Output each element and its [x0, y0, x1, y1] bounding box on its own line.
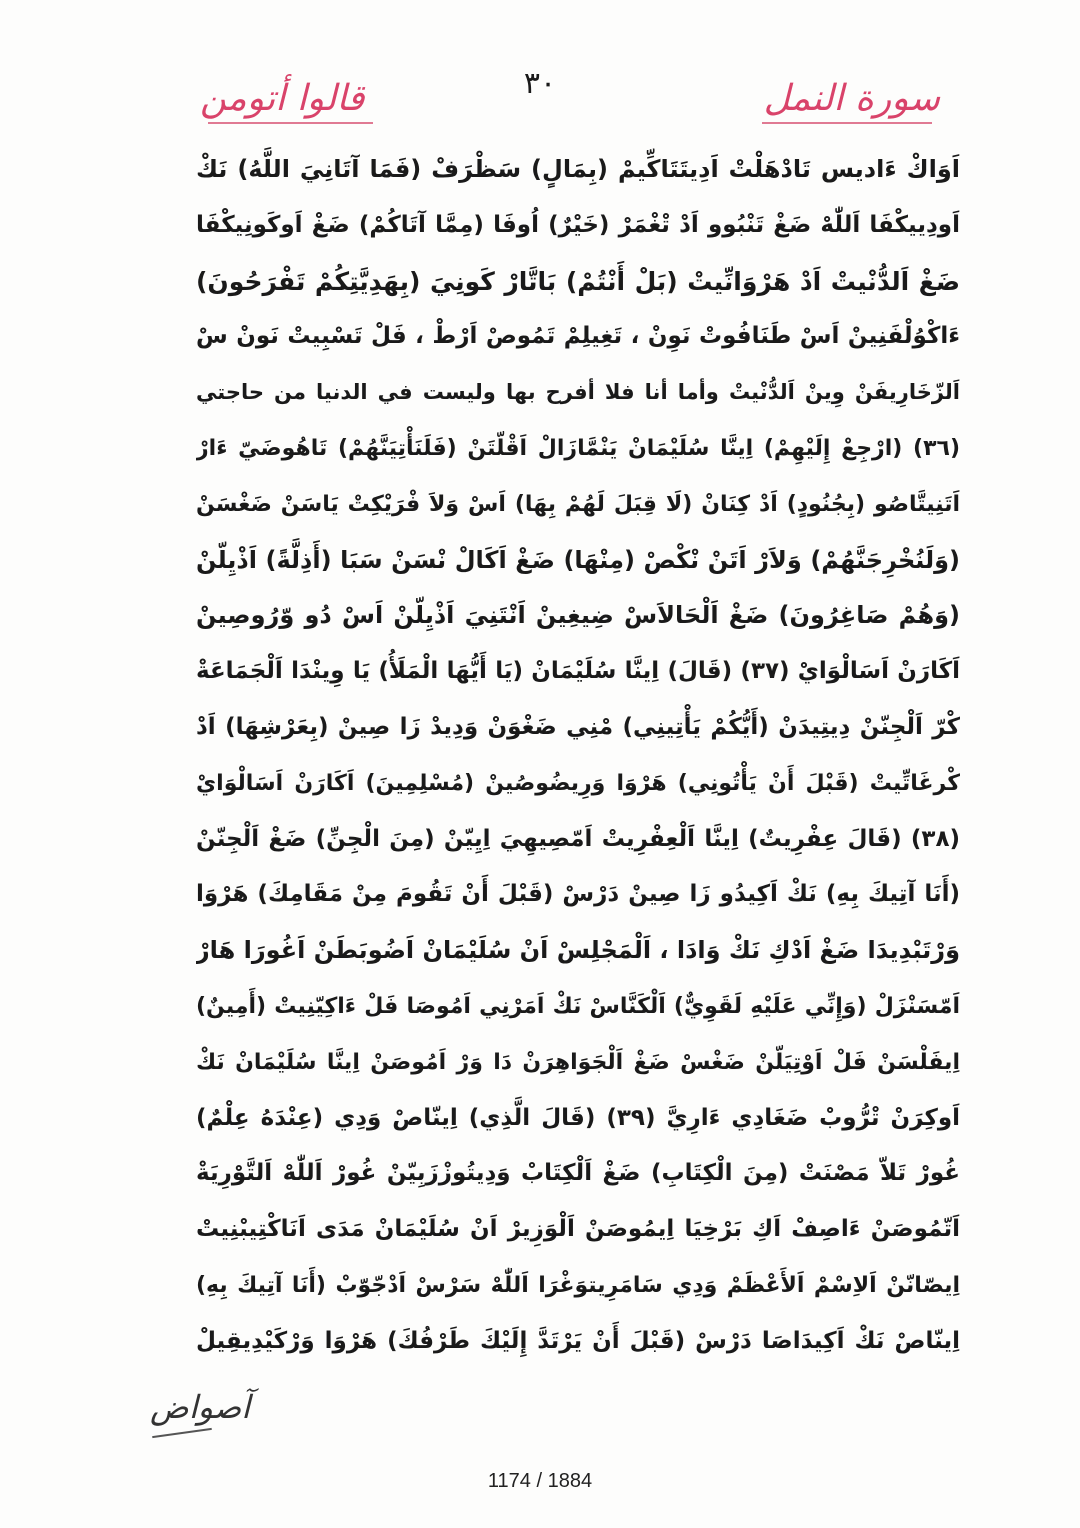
text-line: (٣٦) (ارْجِعْ إِلَيْهِمْ) اِينَّا سُلَيْمَانْ يَنْمَّازَالْ اَقْلّتَنْ (فَلَنَأْتِيَنَّهُمْ) تَاهُوضَيّ ءَارْ [196, 435, 960, 461]
text-line: (أَنَا آتِيكَ بِهِ) نَكْ اَكِيدُو زَا صِينْ دَرْسْ (قَبْلَ أَنْ تَقُومَ مِنْ مَقَامِكَ) هَرْوَا [196, 881, 960, 908]
text-line: ضَغْ اَلدُّنْيتْ اَدْ هَرْوَانِّيتْ (بَلْ أَنْتُمْ) بَاتَّارْ كَونِيَ (بِهَدِيَّتِكُمْ تَفْرَحُونَ) [196, 266, 960, 296]
text-line: اَودِييكْفَا اَللّٰهْ ضَغْ تَنْبُوو اَدْ تْغْمَرْ (خَيْرٌ) اُوفَا (مِمَّا آتَاكُمْ) ضَغْ اَوكَونِيكْفَا [196, 211, 960, 238]
text-line: (وَهُمْ صَاغِرُونَ) ضَغْ اَلْحَالاَسْ ضِيغِينْ اَنْتَنِيَ اَذْيِلّنْ اَسْ دُو وّرُوصِينْ [196, 601, 960, 630]
body-text [196, 142, 960, 1370]
text-line: غُورْ تَلاّ مَصْنَتْ (مِنَ الْكِتَابِ) ضَغْ اَلْكِتَابْ وَدِيتُوزْزَبِيّنْ غُورْ اَللّٰهْ اَلتَّوْرِيَةْ [196, 1160, 960, 1187]
text-line: (وَلَنُخْرِجَنَّهُمْ) وَلاَرْ اَتَنْ نْكْصْ (مِنْهَا) ضَغْ اَكَالْ نْسَنْ سَبَا (أَذِلَّةً) اَذْيِلّنْ [196, 545, 960, 574]
text-line: اَوكِرَنْ تْرُّوبْ ضَغَادِي ءَارِيَّ (٣٩) (قَالَ الَّذِي) اِينّاصْ وَدِي (عِنْدَهُ عِلْمٌ) [196, 1104, 960, 1131]
surah-title-underline [762, 122, 932, 124]
catchword-underline [152, 1428, 212, 1438]
text-line: اَتّمُوصَنْ ءَاصِفْ اَكِ بَرْخِيَا اِيمُوصَنْ اَلْوَزِيرْ اَنْ سُلَيْمَانْ مَدَى اَنَاكْتِيبْنِيتْ [196, 1216, 960, 1243]
text-line: اِينّاصْ نَكْ اَكِيدَاصَا دَرْسْ (قَبْلَ أَنْ يَرْتَدَّ إِلَيْكَ طَرْفُكَ) هَرْوَا وَرْكَيْدِيقِيلْ [196, 1327, 960, 1354]
juz-title: قالوا أتومن [200, 78, 365, 119]
text-line: اَتَنِيتَّاصُو (بِجُنُودٍ) اَدْ كِنَانْ (لَا قِبَلَ لَهُمْ بِهَا) اَسْ وَلاَ فْرَيْكِتْ يَاسَنْ ضَغْسَنْ [196, 491, 960, 517]
page-counter: 1174 / 1884 [487, 1470, 593, 1492]
surah-title: سورة النمل [763, 78, 940, 119]
text-line: كْرغَاتِّيتْ (قَبْلَ أَنْ يَأْتُونِي) هَرْوَا وَرِيضُوصُينْ (مُسْلِمِينَ) اَكَارَنْ اَسَالْوَايْ [196, 770, 960, 796]
text-line: اَكَارَنْ اَسَالْوَايْ (٣٧) (قَالَ) اِينَّا سُلَيْمَانْ (يَا أَيُّهَا الْمَلَأُ) يَا وِينْدَا اَلْجَمَاعَةْ [196, 658, 960, 685]
text-line: اَوَاكْ ءَاديس تَادْهَلْتْ اَدِيتَتَاكِّيمْ (بِمَالٍ) سَظْرَفْ (فَمَا آتَانِيَ اللَّهُ) نَكْ [196, 155, 960, 183]
text-line: (٣٨) (قَالَ عِفْرِيتٌ) اِينَّا اَلْعِفْرِيتْ اَمّصِيهِيَ اِيِيّنْ (مِنَ الْجِنِّ) ضَغْ اَلْجِنّنْ [196, 825, 960, 852]
text-line: وَرْتَبْدِيدَا ضَغْ اَدْكِ نَكْ وَادَا ، اَلْمَجْلِسْ اَنْ سُلَيْمَانْ اَضُوبَطَنْ اَغُورَا هَارْ [196, 936, 960, 965]
text-line: ءَاكْوُلْفَنِينْ اَسْ طَنَافُوتْ نَوِنْ ، تَغِيلِمْ تَمُوصْ اَرْطْ ، فَلْ تَسْبِيتْ نَونْ سْ [196, 323, 960, 350]
text-line: اَمّسَنْزَلْ (وَإِنِّي عَلَيْهِ لَقَوِيٌّ) اَلْكَنَّاسْ نَكْ اَمَرْنِي اَمُوصَا فَلْ ءَاكِيّنِيتْ (أَمِينٌ) [196, 993, 960, 1019]
text-line: كْرّ اَلْجِنّنْ دِيتِيدَنْ (أَيُّكُمْ يَأْتِينِي) مْنِي ضَغْوَنْ وَدِيدْ زَا صِينْ (بِعَرْشِهَا) اَدْ [196, 713, 960, 740]
catchword: آصواض [150, 1388, 251, 1426]
page-number: ٣٠ [523, 66, 557, 101]
text-line: اَلزّخَارِيفَنْ وِينْ اَلدُّنْيتْ وأما أنا فلا أفرح بها وليست في الدنيا من حاجتي [196, 380, 960, 405]
text-line: اِيفَلْسَنْ فَلْ اَوْتِيَلّنْ ضَغْسْ ضَغْ اَلْجَوَاهِرَنْ دَا وَرْ اَمُوصَنْ اِينَّا سُلَيْمَانْ نَكْ [196, 1049, 960, 1075]
text-line: اِيصّانّنْ اَلاِسْمْ اَلأَعْظَمْ وَدِي سَامَرِيتوَغْرَا اَللّٰهْ سَرْسْ اَدْجّوّبْ (أَنَا آتِيكَ بِهِ) [196, 1272, 960, 1298]
juz-title-underline [208, 122, 373, 124]
